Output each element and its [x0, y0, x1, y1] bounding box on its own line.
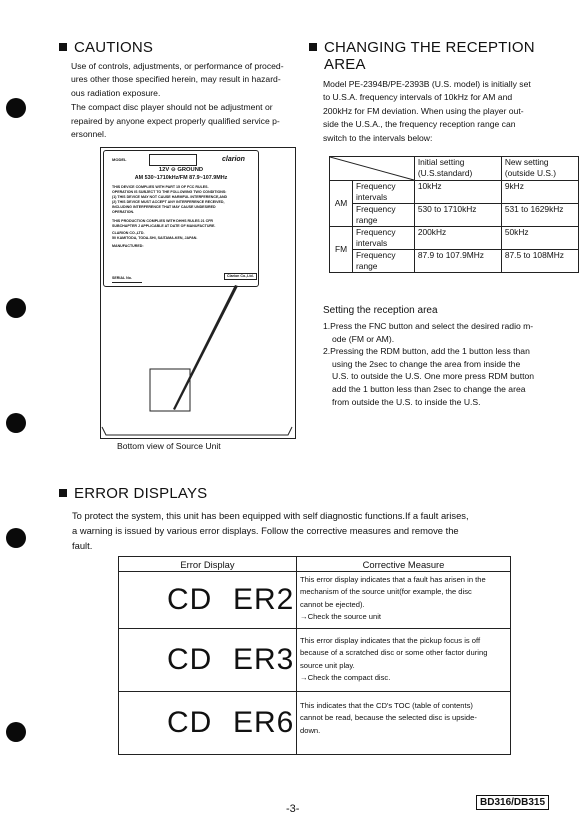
errors-heading: ERROR DISPLAYS: [59, 485, 207, 502]
col-corrective-measure: Corrective Measure: [297, 557, 511, 572]
col-initial-header: Initial setting (U.S.standard): [414, 157, 501, 181]
row-label: Frequency intervals: [353, 227, 415, 250]
table-row: [330, 181, 579, 204]
error-code: CD ER2: [119, 572, 297, 629]
row-new: 531 to 1629kHz: [501, 204, 578, 227]
error-row-er6: [119, 692, 511, 755]
row-label: Frequency range: [353, 204, 415, 227]
reception-intro: Model PE-2394B/PE-2393B (U.S. model) is initially set to U.S.A. frequency intervals of 10kHz for AM and 200kHz for FM deviation. When using the player out- side the U.S.A., the frequency reception range can switch to the intervals below:: [323, 79, 531, 143]
unit-bottom-edge: [102, 427, 292, 435]
row-initial: 10kHz: [414, 181, 501, 204]
cautions-para-1: Use of controls, adjustments, or performance of proced- ures other those specified herein, may result in hazard- ous radiation exposure.: [71, 61, 284, 98]
error-row-er3: [119, 629, 511, 692]
binder-hole: [6, 528, 26, 548]
row-initial: 200kHz: [414, 227, 501, 250]
source-unit-drawing: [100, 147, 295, 447]
setting-step-1: 1.Press the FNC button and select the desired radio m- ode (FM or AM).: [323, 321, 534, 344]
row-new: 87.5 to 108MHz: [501, 250, 578, 273]
error-table-header: [119, 557, 511, 572]
frequency-table: [329, 156, 579, 273]
label-voltage: 12V ⊖ GROUND: [158, 167, 204, 173]
error-code: CD ER3: [119, 629, 297, 692]
table-row: [330, 250, 579, 273]
setting-steps: [323, 320, 555, 408]
errors-intro: To protect the system, this unit has been equipped with self diagnostic functions.If a fault arises, a warning is issued by various error displays. Follow the corrective measures and remove the fault.: [72, 510, 469, 551]
cautions-para-2: The compact disc player should not be adjustment or repaired by anyone expect properly qualified service p- ersonnel.: [71, 102, 280, 140]
row-new: 50kHz: [501, 227, 578, 250]
row-label: Frequency intervals: [353, 181, 415, 204]
error-table: [118, 556, 511, 755]
error-description: This error display indicates that a fault has arisen in the mechanism of the source unit(for example, the disc cannot be ejected). →Check the source unit: [297, 572, 511, 629]
cautions-heading: CAUTIONS: [59, 39, 153, 56]
label-badge: Clarion Co.,Ltd.: [224, 273, 257, 280]
binder-hole: [6, 298, 26, 318]
table-row: [330, 227, 579, 250]
error-description: This indicates that the CD's TOC (table of contents) cannot be read, because the selected disc is upside- down.: [297, 692, 511, 755]
label-manufactured: MANUFACTURED:: [112, 244, 144, 248]
table-corner: [330, 157, 415, 181]
row-initial: 530 to 1710kHz: [414, 204, 501, 227]
leader-pointer: [173, 285, 238, 410]
label-serial: SERIAL No.: [112, 276, 132, 280]
label-dhhs: THIS PRODUCTION COMPLIES WITH DHHS RULES 21 CFR SUBCHAPTER J APPLICABLE AT DATE OF MANUFACTURE.: [112, 219, 216, 228]
error-description: This error display indicates that the pickup focus is off because of a scratched disc or some other factor during source unit play. →Check the compact disc.: [297, 629, 511, 692]
binder-hole: [6, 722, 26, 742]
error-row-er2: [119, 572, 511, 629]
error-code: CD ER6: [119, 692, 297, 755]
label-fcc: THIS DEVICE COMPLIES WITH PART 15 OF FCC RULES. OPERATION IS SUBJECT TO THE FOLLOWING TWO CONDITIONS: (1) THIS DEVICE MAY NOT CAUSE HARMFUL INTERFERENCE,AND (2) THIS DEVICE MUST ACCEPT ANY INTERFERENCE RECEIVED, INCLUDING INTERFERENCE THAT MAY CAUSE UNDESIRED OPERATION.: [112, 185, 228, 214]
label-model: MODEL: [112, 157, 127, 162]
frequency-table-header: [330, 157, 579, 181]
table-row: [330, 204, 579, 227]
setting-step-2: 2.Pressing the RDM button, add the 1 button less than using the 2sec to change the area from inside the U.S. to outside the U.S. One more press RDM button add the 1 button less than 2sec to change the area from outside the U.S. to inside the U.S.: [323, 346, 535, 407]
col-new-header: New setting (outside U.S.): [501, 157, 578, 181]
band-am: AM: [330, 181, 353, 227]
binder-hole: [6, 413, 26, 433]
setting-title: Setting the reception area: [323, 305, 438, 316]
model-badge: BD316/DB315: [476, 795, 549, 810]
row-label: Frequency range: [353, 250, 415, 273]
col-error-display: Error Display: [119, 557, 297, 572]
cautions-text: [71, 60, 307, 141]
binder-hole: [6, 98, 26, 118]
page-number: -3-: [286, 803, 300, 815]
label-frequency: AM 530~1710kHz/FM 87.9~107.9MHz: [134, 175, 228, 181]
reception-heading: CHANGING THE RECEPTION AREA: [309, 39, 535, 73]
row-new: 9kHz: [501, 181, 578, 204]
row-initial: 87.9 to 107.9MHz: [414, 250, 501, 273]
figure-caption: Bottom view of Source Unit: [117, 441, 221, 451]
source-unit-figure: [100, 147, 295, 447]
band-fm: FM: [330, 227, 353, 273]
label-brand: clarion: [222, 156, 245, 163]
label-company: CLARION CO.,LTD. 50 KAMITODA, TODA-SHI, SAITAMA-KEN, JAPAN.: [112, 231, 198, 240]
